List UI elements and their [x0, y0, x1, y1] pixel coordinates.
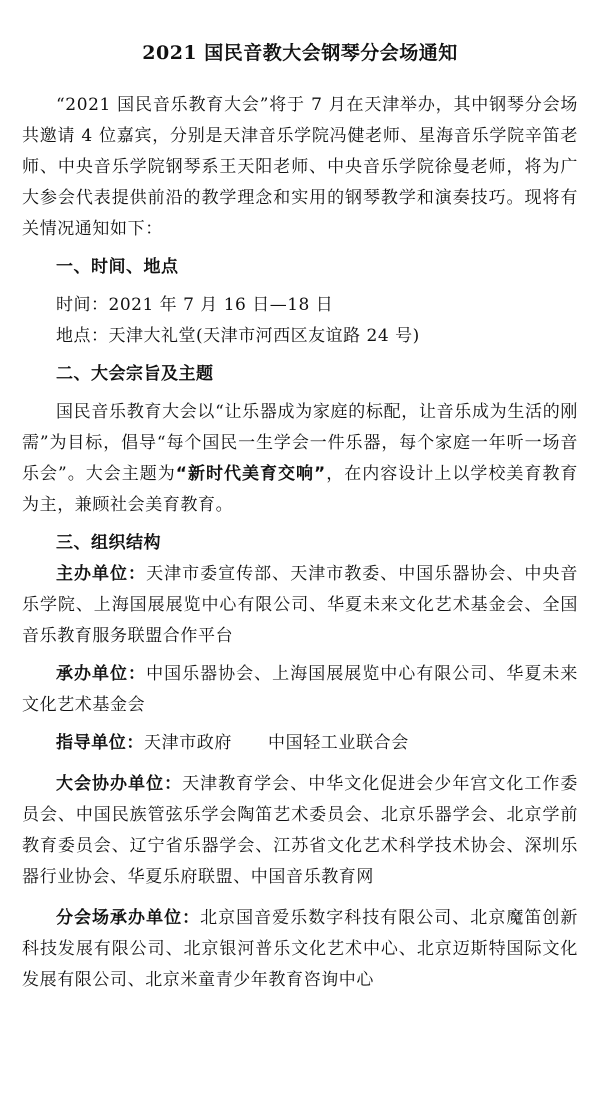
organizer-units-text: 中国乐器协会、上海国展展览中心有限公司、华夏未来文化艺术基金会	[22, 664, 579, 715]
co-organizer-units-label: 大会协办单位：	[56, 774, 183, 794]
document-title: 2021 国民音教大会钢琴分会场通知	[142, 42, 458, 64]
branch-organizer-units-label: 分会场承办单位：	[56, 908, 201, 928]
guide-unit-1: 天津市政府	[144, 733, 232, 753]
organizer-units	[22, 659, 578, 721]
host-units	[22, 559, 578, 652]
guide-units	[22, 728, 578, 759]
guide-unit-2: 中国轻工业联合会	[268, 733, 409, 753]
organizer-units-label: 承办单位：	[56, 664, 147, 684]
section-heading-time-place: 一、时间、地点	[56, 257, 179, 277]
section-heading-purpose-theme: 二、大会宗旨及主题	[56, 364, 214, 384]
conference-theme: “新时代美育交响”	[175, 464, 326, 484]
co-organizer-units	[22, 769, 578, 893]
purpose-text: 国民音乐教育大会以“让乐器成为家庭的标配，让音乐成为生活的刚需”为目标，倡导“每个国民一生学会一件乐器，每个家庭一年听一场音乐会”。大会主题为	[22, 402, 578, 484]
purpose-text-end: ，在内容设计上以学校美育教育为主，兼顾社会美育教育。	[22, 464, 579, 515]
host-units-label: 主办单位：	[56, 564, 147, 584]
event-time: 时间：2021 年 7 月 16 日—18 日	[56, 295, 334, 315]
branch-organizer-units	[22, 903, 578, 996]
event-place: 地点：天津大礼堂(天津市河西区友谊路 24 号)	[56, 326, 420, 346]
purpose-paragraph	[22, 397, 578, 521]
host-units-text: 天津市委宣传部、天津市教委、中国乐器协会、中央音乐学院、上海国展展览中心有限公司、华夏未来文化艺术基金会、全国音乐教育服务联盟合作平台	[22, 564, 579, 646]
intro-paragraph: “2021 国民音乐教育大会”将于 7 月在天津举办，其中钢琴分会场共邀请 4 位嘉宾，分别是天津音乐学院冯健老师、星海音乐学院辛笛老师、中央音乐学院钢琴系王天阳老师、中央音乐学院徐曼老师，将为广大参会代表提供前沿的教学理念和实用的钢琴教学和演奏技巧。现将有关情况通知如下：	[22, 95, 578, 239]
section-heading-organization: 三、组织结构	[56, 533, 161, 553]
co-organizer-units-text: 天津教育学会、中华文化促进会少年宫文化工作委员会、中国民族管弦乐学会陶笛艺术委员会、北京乐器学会、北京学前教育委员会、辽宁省乐器学会、江苏省文化艺术科学技术协会、深圳乐器行业协会、华夏乐府联盟、中国音乐教育网	[22, 774, 579, 887]
branch-organizer-units-text: 北京国音爱乐数字科技有限公司、北京魔笛创新科技发展有限公司、北京银河普乐文化艺术中心、北京迈斯特国际文化发展有限公司、北京米童青少年教育咨询中心	[22, 908, 578, 990]
guide-units-label: 指导单位：	[56, 733, 144, 753]
